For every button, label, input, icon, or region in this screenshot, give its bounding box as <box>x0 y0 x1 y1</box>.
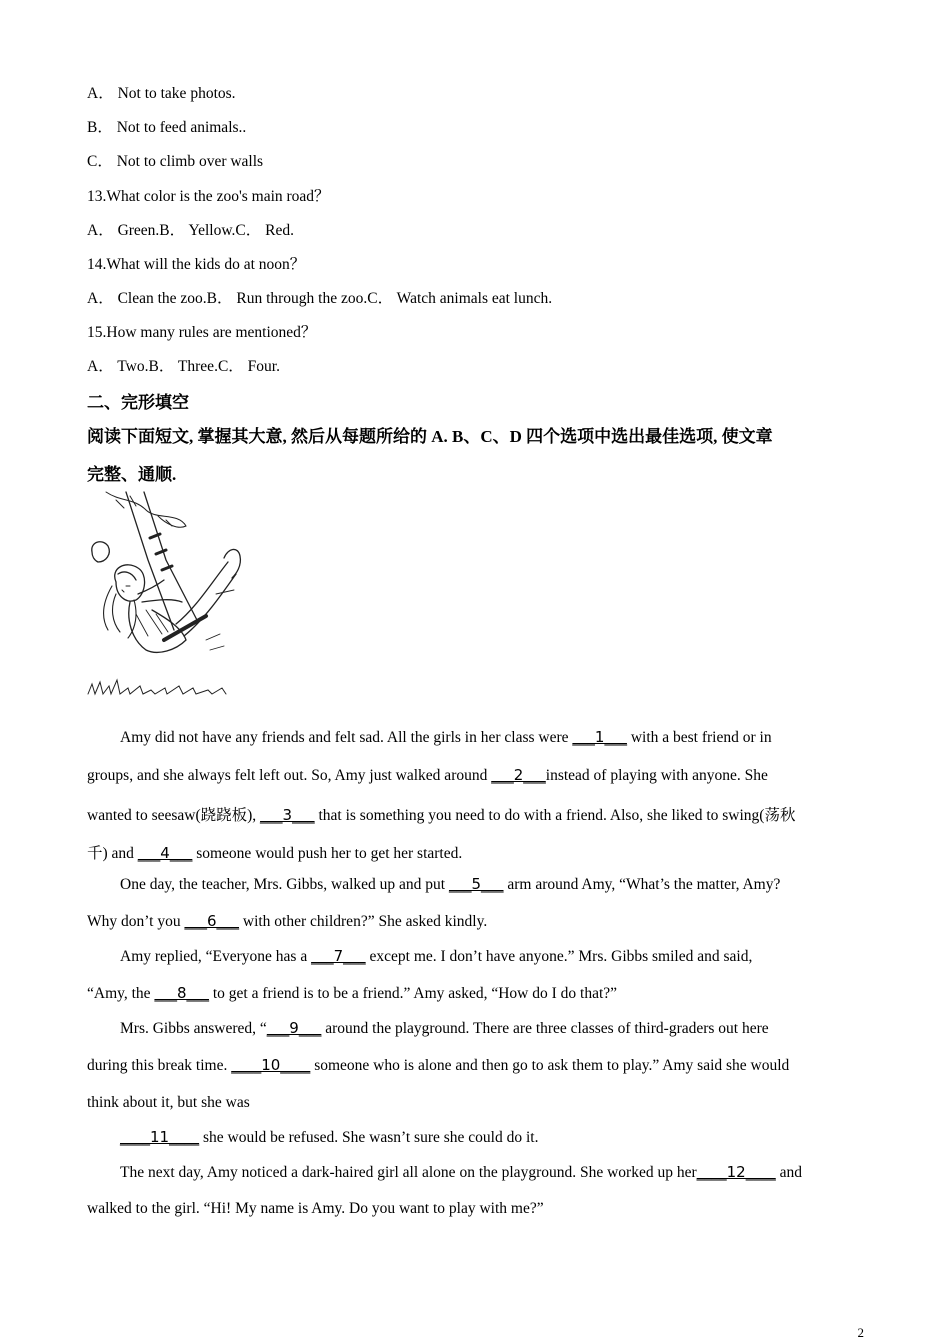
blank-11: ____11____ <box>120 1128 200 1146</box>
swing-illustration <box>86 490 244 698</box>
page-number: 2 <box>857 1325 864 1340</box>
blank-3: ___3___ <box>260 806 315 824</box>
passage-p4-line2: during this break time. ____10____ someone who is alone and then go to ask them to play.” Amy said she would <box>87 1056 790 1074</box>
blank-12: ____12____ <box>696 1163 776 1181</box>
q12-option-c: C． Not to climb over walls <box>87 153 264 170</box>
q12-option-a: A． Not to take photos. <box>87 85 236 102</box>
passage-p2-line1: One day, the teacher, Mrs. Gibbs, walked up and put ___5___ arm around Amy, “What’s the matter, Amy? <box>120 875 781 893</box>
q14-question: 14.What will the kids do at noon？ <box>87 256 306 273</box>
passage-p2-line2: Why don’t you ___6___ with other children?” She asked kindly. <box>87 912 488 930</box>
q15-options: A． Two.B． Three.C． Four. <box>87 358 280 375</box>
passage-p4-line3: think about it, but she was <box>87 1094 250 1111</box>
blank-8: ___8___ <box>154 984 209 1002</box>
q13-options: A． Green.B． Yellow.C． Red. <box>87 222 294 239</box>
blank-1: ___1___ <box>572 728 627 746</box>
blank-5: ___5___ <box>448 875 504 893</box>
passage-p1-line4: 千) and ___4___ someone would push her to get her started. <box>87 844 463 862</box>
blank-9: ___9___ <box>266 1019 322 1037</box>
section-instruction: 阅读下面短文, 掌握其大意, 然后从每题所给的 A. B、C、D 四个选项中选出最佳选项, 使文章 <box>87 427 773 446</box>
blank-6: ___6___ <box>184 912 239 930</box>
q13-question: 13.What color is the zoo's main road？ <box>87 188 330 205</box>
passage-p1-line1: Amy did not have any friends and felt sad. All the girls in her class were ___1___ with a best friend or in <box>120 728 772 746</box>
blank-7: ___7___ <box>311 947 366 965</box>
section-title: 二、完形填空 <box>87 393 189 412</box>
q15-question: 15.How many rules are mentioned？ <box>87 324 317 341</box>
blank-2: ___2___ <box>491 766 546 784</box>
q14-options: A． Clean the zoo.B． Run through the zoo.C． Watch animals eat lunch. <box>87 290 553 307</box>
blank-10: ____10____ <box>231 1056 311 1074</box>
passage-p4-line1: Mrs. Gibbs answered, “___9___ around the playground. There are three classes of third-graders out here <box>120 1019 769 1037</box>
passage-p3-line1: Amy replied, “Everyone has a ___7___ except me. I don’t have anyone.” Mrs. Gibbs smiled and said, <box>120 947 753 965</box>
passage-p4-line4: ____11____ she would be refused. She wasn’t sure she could do it. <box>120 1128 539 1146</box>
q12-option-b: B． Not to feed animals.. <box>87 119 247 136</box>
passage-p5-line1: The next day, Amy noticed a dark-haired girl all alone on the playground. She worked up her____12____ and <box>120 1163 802 1181</box>
passage-p1-line3: wanted to seesaw(跷跷板), ___3___ that is something you need to do with a friend. Also, she liked to swing(荡秋 <box>87 806 796 824</box>
passage-p5-line2: walked to the girl. “Hi! My name is Amy. Do you want to play with me?” <box>87 1200 544 1217</box>
passage-p1-line2: groups, and she always felt left out. So, Amy just walked around ___2___instead of playing with anyone. She <box>87 766 768 784</box>
section-instruction-cont: 完整、通顺. <box>87 465 177 484</box>
passage-p3-line2: “Amy, the ___8___ to get a friend is to be a friend.” Amy asked, “How do I do that?” <box>87 984 618 1002</box>
blank-4: ___4___ <box>137 844 193 862</box>
